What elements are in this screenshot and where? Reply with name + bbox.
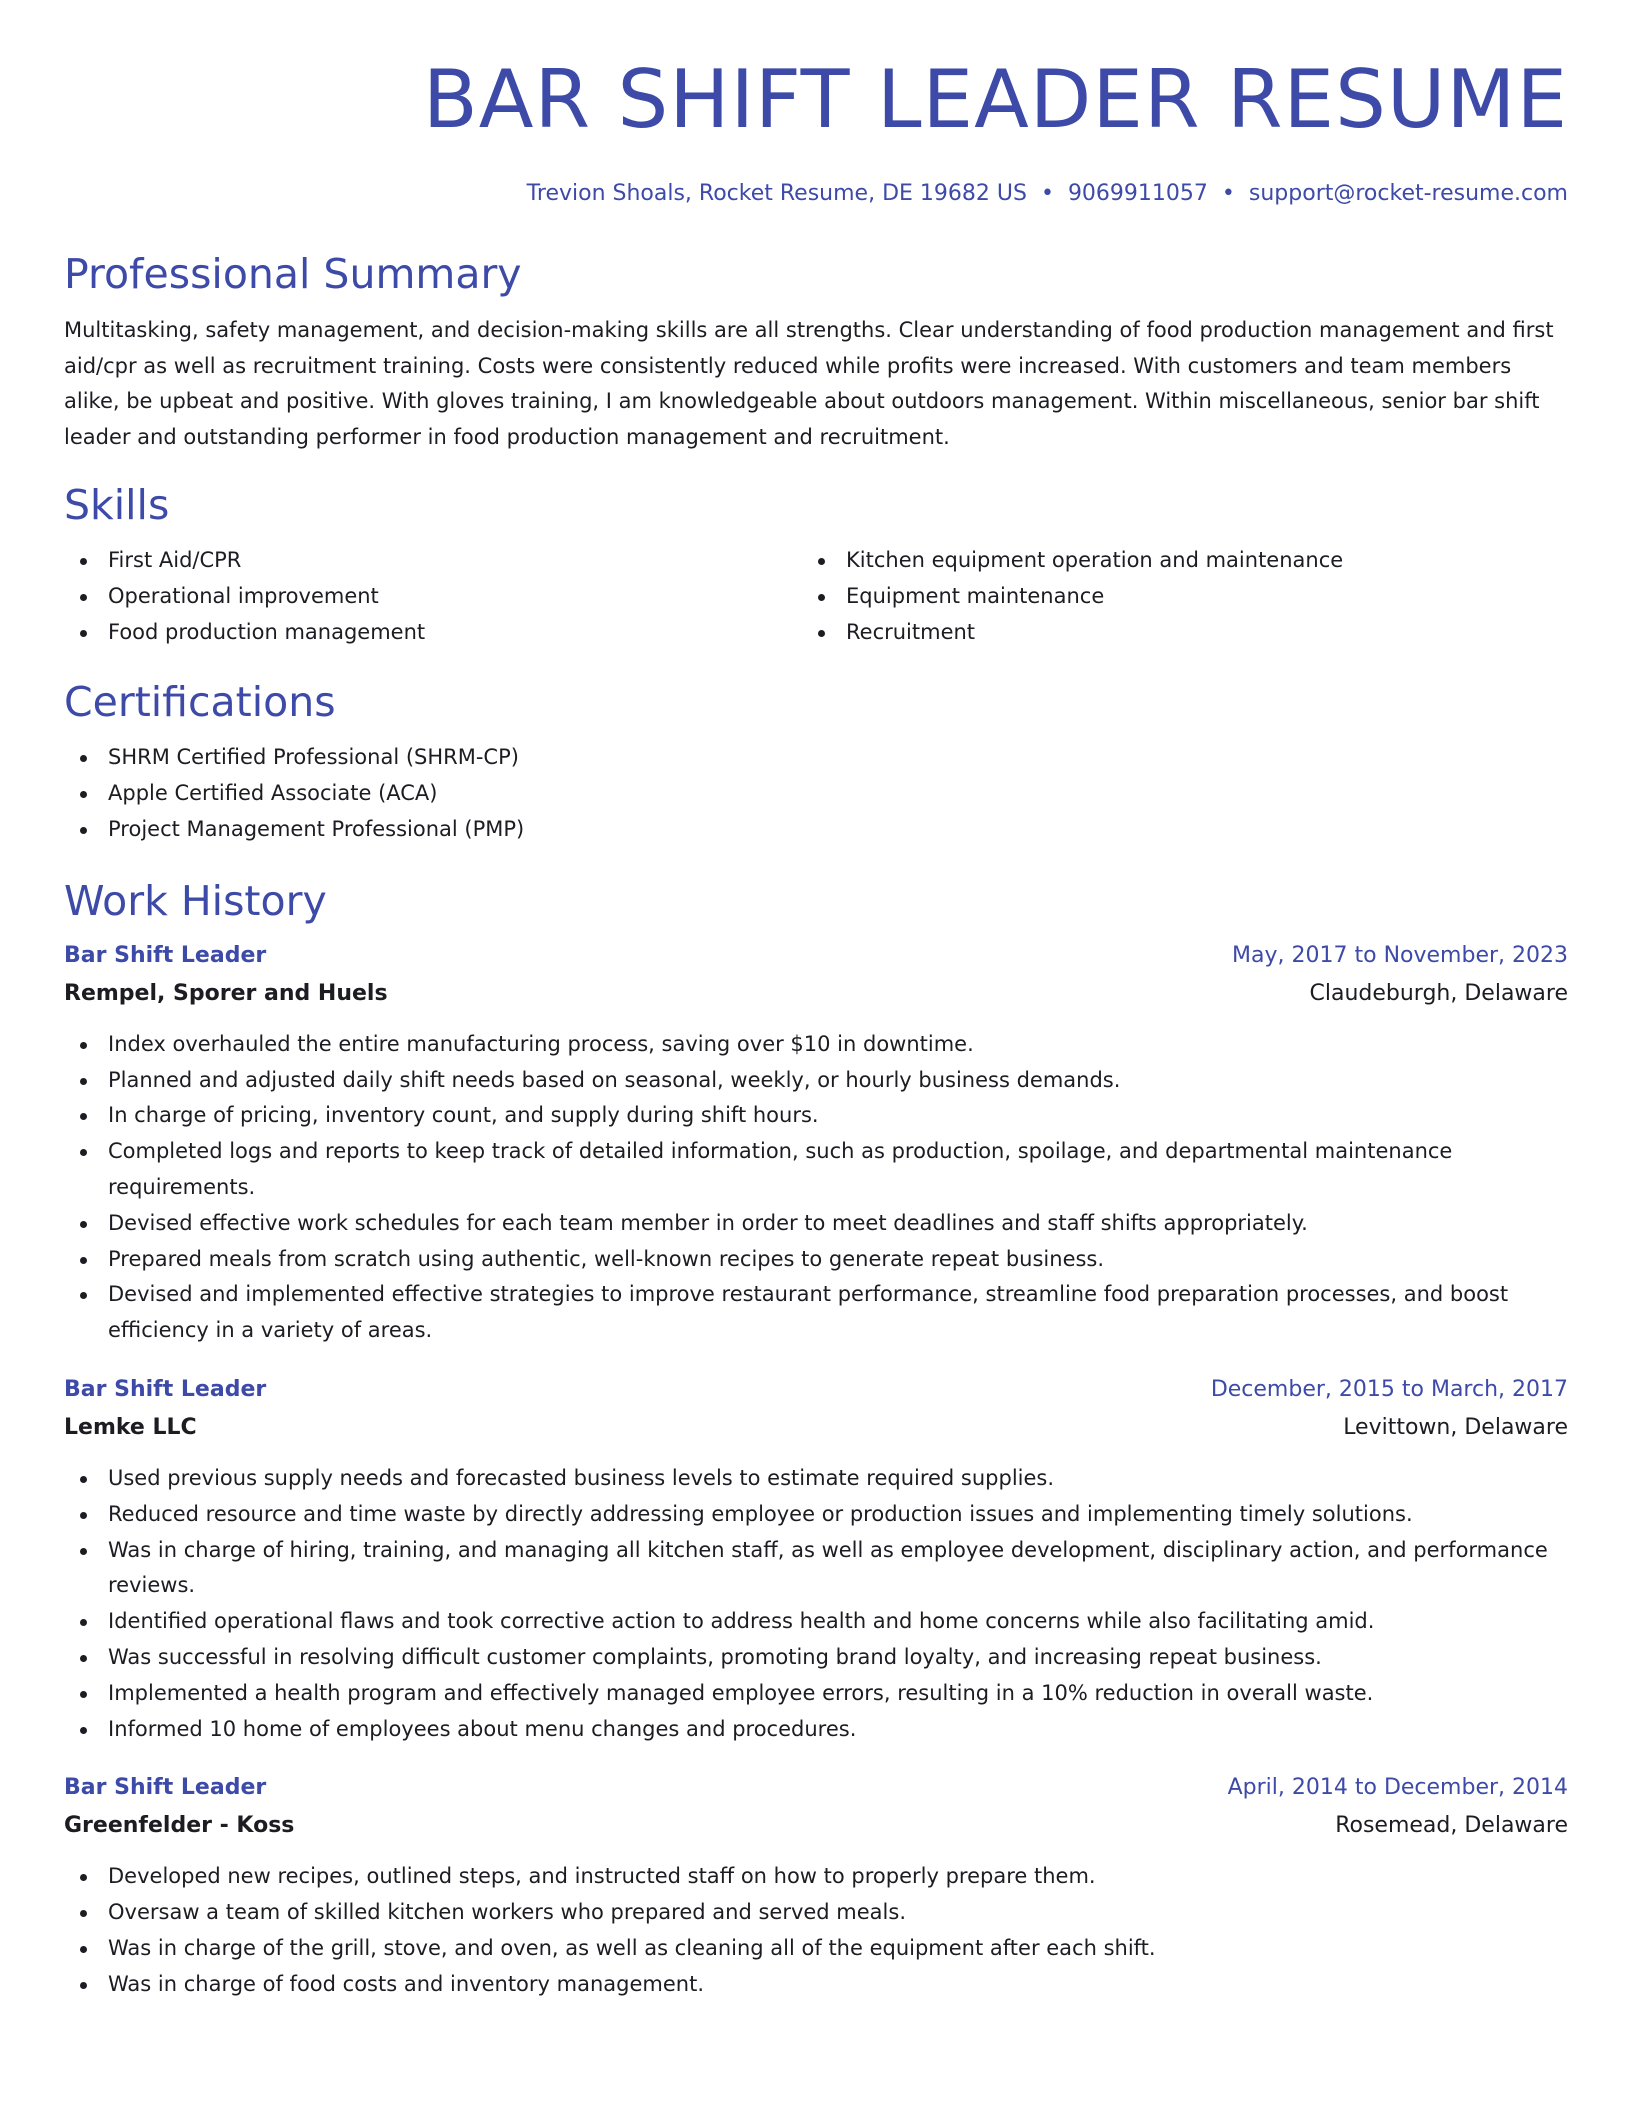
skill-item: First Aid/CPR xyxy=(64,543,802,579)
job-company: Lemke LLC xyxy=(64,1414,197,1440)
job-location: Rosemead, Delaware xyxy=(1335,1813,1568,1839)
section-heading: Work History xyxy=(64,876,327,925)
job-dates: May, 2017 to November, 2023 xyxy=(1232,942,1568,968)
job-bullet: Was in charge of the grill, stove, and oven, as well as cleaning all of the equipment after each shift. xyxy=(64,1931,1568,1967)
work-history-section xyxy=(64,875,1568,2003)
skills-section xyxy=(64,479,1568,650)
job-bullet: Completed logs and reports to keep track of detailed information, such as production, spoilage, and departmental maintenance requirements. xyxy=(64,1134,1568,1206)
job-title-row xyxy=(64,937,1568,975)
job-bullet: Informed 10 home of employees about menu changes and procedures. xyxy=(64,1712,1568,1748)
job-title: Bar Shift Leader xyxy=(64,1775,267,1801)
job-bullet: Identified operational flaws and took corrective action to address health and home concerns while also facilitating amid. xyxy=(64,1604,1568,1640)
contact-address: Trevion Shoals, Rocket Resume, DE 19682 US xyxy=(526,181,1027,206)
skills-list-left xyxy=(64,543,802,650)
job-bullet: Reduced resource and time waste by directly addressing employee or production issues and implementing timely solutions. xyxy=(64,1497,1568,1533)
job-bullet: Devised effective work schedules for each team member in order to meet deadlines and staff shifts appropriately. xyxy=(64,1206,1568,1242)
certification-item: Apple Certified Associate (ACA) xyxy=(64,776,1568,812)
job-company-row xyxy=(64,1807,1568,1845)
job-bullet: Devised and implemented effective strategies to improve restaurant performance, streamline food preparation processes, and boost efficiency in a variety of areas. xyxy=(64,1277,1568,1349)
job-bullet: Prepared meals from scratch using authentic, well-known recipes to generate repeat business. xyxy=(64,1242,1568,1278)
job-entry xyxy=(64,937,1568,1349)
job-entry xyxy=(64,1769,1568,2002)
job-bullets xyxy=(64,1859,1568,2002)
professional-summary-section xyxy=(64,248,1568,455)
resume-title: BAR SHIFT LEADER RESUME xyxy=(422,53,1568,146)
job-bullets xyxy=(64,1027,1568,1349)
job-entry xyxy=(64,1371,1568,1747)
job-title-row xyxy=(64,1769,1568,1807)
job-title: Bar Shift Leader xyxy=(64,1376,267,1402)
skills-grid xyxy=(64,543,1568,650)
job-title: Bar Shift Leader xyxy=(64,942,267,968)
skill-item: Kitchen equipment operation and maintenance xyxy=(802,543,1540,579)
job-bullet: Used previous supply needs and forecasted business levels to estimate required supplies. xyxy=(64,1461,1568,1497)
job-title-row xyxy=(64,1371,1568,1409)
job-dates: April, 2014 to December, 2014 xyxy=(1227,1775,1568,1801)
skills-list-right xyxy=(802,543,1540,650)
job-bullet: In charge of pricing, inventory count, and supply during shift hours. xyxy=(64,1098,1568,1134)
skill-item: Equipment maintenance xyxy=(802,579,1540,615)
job-bullet: Was successful in resolving difficult customer complaints, promoting brand loyalty, and increasing repeat business. xyxy=(64,1640,1568,1676)
certification-item: SHRM Certified Professional (SHRM-CP) xyxy=(64,740,1568,776)
skill-item: Food production management xyxy=(64,615,802,651)
job-bullets xyxy=(64,1461,1568,1747)
job-location: Levittown, Delaware xyxy=(1343,1414,1568,1440)
job-bullet: Planned and adjusted daily shift needs based on seasonal, weekly, or hourly business demands. xyxy=(64,1063,1568,1099)
job-company: Rempel, Sporer and Huels xyxy=(64,980,388,1006)
resume-header xyxy=(64,0,1568,210)
job-dates: December, 2015 to March, 2017 xyxy=(1210,1376,1568,1402)
job-company-row xyxy=(64,1409,1568,1447)
skill-item: Recruitment xyxy=(802,615,1540,651)
contact-email[interactable]: support@rocket-resume.com xyxy=(1248,181,1568,206)
job-bullet: Implemented a health program and effectively managed employee errors, resulting in a 10% reduction in overall waste. xyxy=(64,1676,1568,1712)
job-bullet: Was in charge of food costs and inventory management. xyxy=(64,1967,1568,2003)
contact-separator: • xyxy=(1221,181,1235,206)
skill-item: Operational improvement xyxy=(64,579,802,615)
certifications-list xyxy=(64,740,1568,847)
job-location: Claudeburgh, Delaware xyxy=(1309,980,1568,1006)
certifications-section xyxy=(64,676,1568,847)
job-bullet: Developed new recipes, outlined steps, and instructed staff on how to properly prepare them. xyxy=(64,1859,1568,1895)
section-heading: Certifications xyxy=(64,678,336,727)
contact-separator: • xyxy=(1040,181,1054,206)
certification-item: Project Management Professional (PMP) xyxy=(64,812,1568,848)
contact-phone[interactable]: 9069911057 xyxy=(1067,181,1208,206)
section-heading: Professional Summary xyxy=(64,250,522,298)
contact-line xyxy=(64,178,1568,210)
job-bullet: Oversaw a team of skilled kitchen workers who prepared and served meals. xyxy=(64,1895,1568,1931)
section-heading: Skills xyxy=(64,481,170,529)
job-company-row xyxy=(64,975,1568,1013)
summary-text: Multitasking, safety management, and decision-making skills are all strengths. Clear understanding of food production management and first aid/cpr as well as recruitment training. Costs were consistently reduced while profits were increased. With customers and team members alike, be upbeat and positive. With gloves training, I am knowledgeable about outdoors management. Within miscellaneous, senior bar shift leader and outstanding performer in food production management and recruitment. xyxy=(64,318,1554,449)
job-bullet: Was in charge of hiring, training, and managing all kitchen staff, as well as employee development, disciplinary action, and performance reviews. xyxy=(64,1533,1568,1605)
job-bullet: Index overhauled the entire manufacturing process, saving over $10 in downtime. xyxy=(64,1027,1568,1063)
job-company: Greenfelder - Koss xyxy=(64,1813,295,1839)
